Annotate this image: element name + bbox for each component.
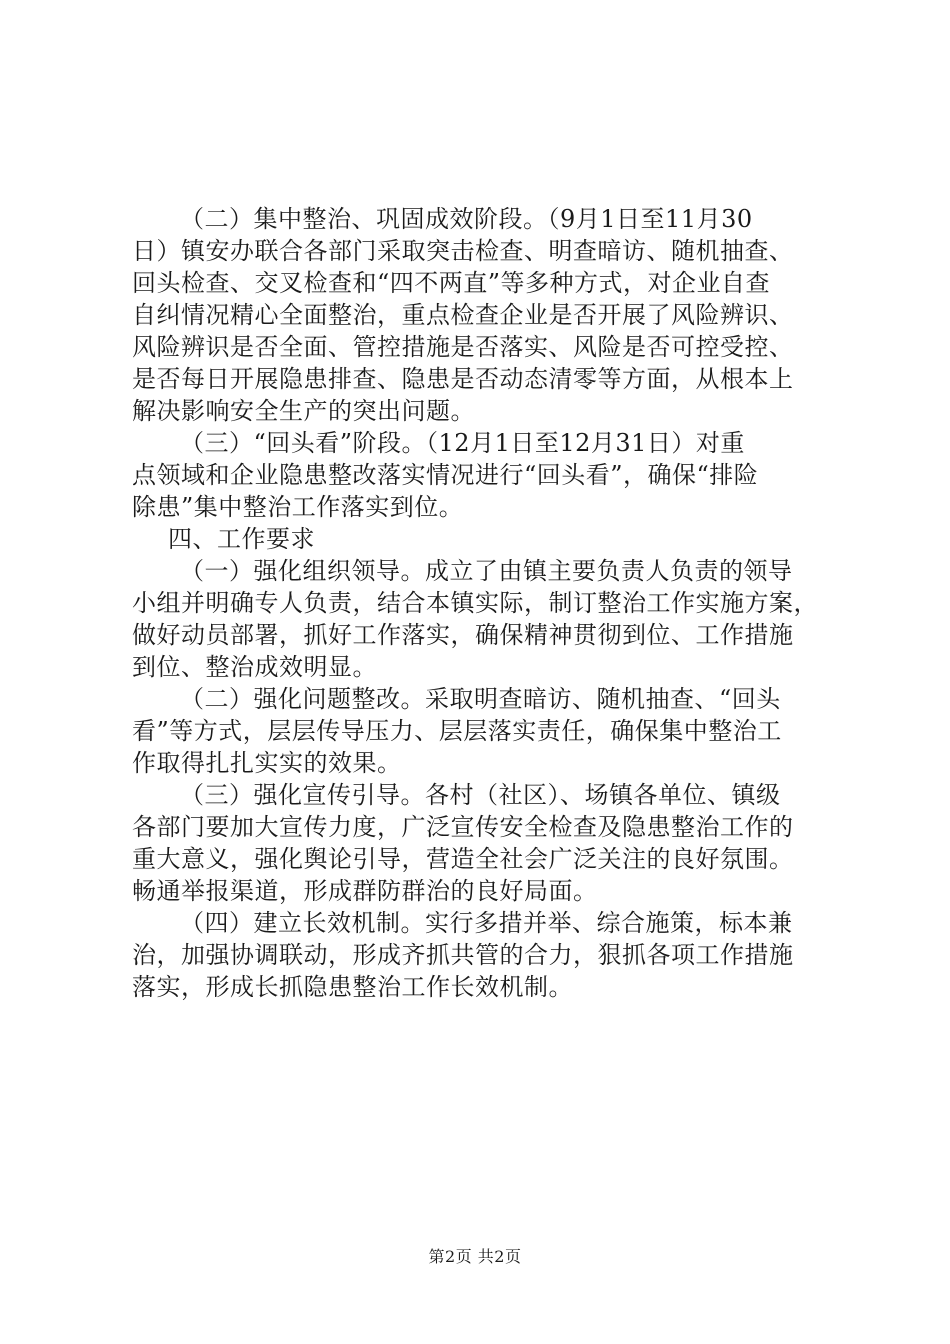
- paragraph-3-line-1: （三）“回头看”阶段。（12月1日至12月31日）对重: [180, 429, 745, 457]
- paragraph-2-line-7: 解决影响安全生产的突出问题。: [132, 397, 475, 425]
- paragraph-2-line-2: 日）镇安办联合各部门采取突击检查、明查暗访、随机抽查、: [132, 237, 794, 265]
- requirement-4-line-3: 落实，形成长抓隐患整治工作长效机制。: [132, 973, 573, 1001]
- paragraph-2-line-5: 风险辨识是否全面、管控措施是否落实、风险是否可控受控、: [132, 333, 794, 361]
- paragraph-2-line-1: （二）集中整治、巩固成效阶段。（9月1日至11月30: [180, 205, 753, 233]
- requirement-2-line-2: 看”等方式，层层传导压力、层层落实责任，确保集中整治工: [132, 717, 782, 745]
- requirement-3-line-2: 各部门要加大宣传力度，广泛宣传安全检查及隐患整治工作的: [132, 813, 794, 841]
- page-number-footer: 第2页 共2页: [428, 1247, 522, 1266]
- paragraph-3-line-2: 点领域和企业隐患整改落实情况进行“回头看”，确保“排险: [132, 461, 759, 489]
- paragraph-2-line-3: 回头检查、交叉检查和“四不两直”等多种方式，对企业自查: [132, 269, 771, 297]
- requirement-1-line-4: 到位、整治成效明显。: [132, 653, 377, 681]
- requirement-2-line-3: 作取得扎扎实实的效果。: [132, 749, 402, 777]
- document-body: [132, 203, 832, 1003]
- requirement-4-line-1: （四）建立长效机制。实行多措并举、综合施策，标本兼: [180, 909, 793, 937]
- section-heading-work-requirements: 四、工作要求: [168, 525, 315, 553]
- requirement-2-line-1: （二）强化问题整改。采取明查暗访、随机抽查、“回头: [180, 685, 781, 713]
- paragraph-3-line-3: 除患”集中整治工作落实到位。: [132, 493, 464, 521]
- requirement-3-line-3: 重大意义，强化舆论引导，营造全社会广泛关注的良好氛围。: [132, 845, 794, 873]
- requirement-1-line-2: 小组并明确专人负责，结合本镇实际，制订整治工作实施方案，: [132, 589, 818, 617]
- requirement-3-line-4: 畅通举报渠道，形成群防群治的良好局面。: [132, 877, 598, 905]
- requirement-3-line-1: （三）强化宣传引导。各村（社区）、场镇各单位、镇级: [180, 781, 781, 809]
- paragraph-2-line-6: 是否每日开展隐患排查、隐患是否动态清零等方面，从根本上: [132, 365, 794, 393]
- requirement-1-line-3: 做好动员部署，抓好工作落实，确保精神贯彻到位、工作措施: [132, 621, 794, 649]
- requirement-1-line-1: （一）强化组织领导。成立了由镇主要负责人负责的领导: [180, 557, 793, 585]
- requirement-4-line-2: 治，加强协调联动，形成齐抓共管的合力，狠抓各项工作措施: [132, 941, 794, 969]
- paragraph-2-line-4: 自纠情况精心全面整治，重点检查企业是否开展了风险辨识、: [132, 301, 794, 329]
